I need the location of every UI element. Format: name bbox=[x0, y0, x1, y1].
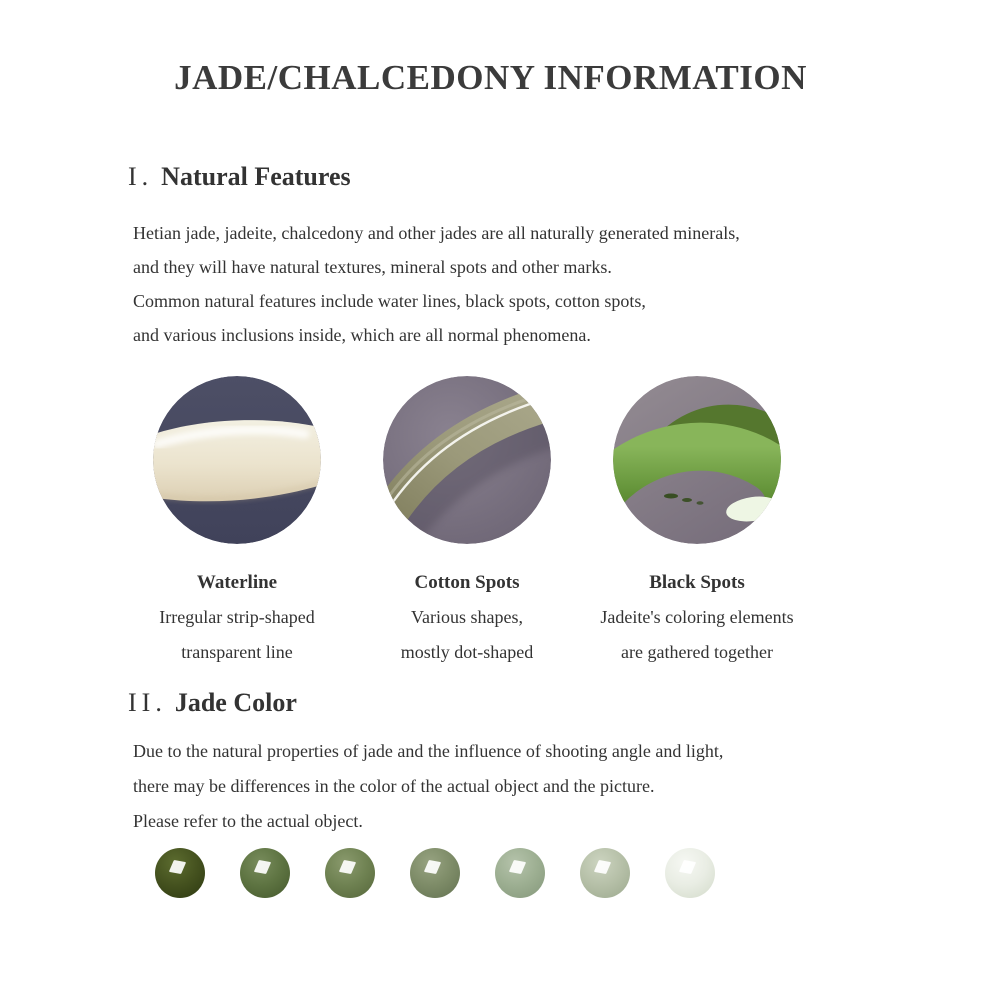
feature-description-line: transparent line bbox=[181, 642, 293, 662]
section-numeral: I. bbox=[128, 162, 154, 191]
bead-highlight bbox=[424, 860, 441, 874]
feature-description-line: Irregular strip-shaped bbox=[159, 607, 315, 627]
paragraph-line: and they will have natural textures, mineral spots and other marks. bbox=[133, 257, 612, 277]
feature-title: Black Spots bbox=[649, 572, 745, 593]
jade-bead-3 bbox=[325, 848, 375, 898]
bead-highlight bbox=[169, 860, 186, 874]
jade-bead-7 bbox=[665, 848, 715, 898]
feature-title: Waterline bbox=[196, 572, 278, 593]
jade-bead-1 bbox=[155, 848, 205, 898]
section-numeral: II. bbox=[128, 688, 167, 717]
cotton-spots-image bbox=[383, 376, 551, 544]
paragraph-line: Hetian jade, jadeite, chalcedony and other jades are all naturally generated minerals, bbox=[133, 223, 740, 243]
natural-features-heading-label: Natural Features bbox=[161, 162, 351, 191]
bead-highlight bbox=[254, 860, 271, 874]
feature-captions bbox=[122, 565, 981, 670]
natural-features-paragraph bbox=[133, 216, 981, 352]
jade-color-heading-label: Jade Color bbox=[174, 688, 297, 717]
jade-color-paragraph bbox=[133, 734, 981, 839]
feature-description-line: mostly dot-shaped bbox=[400, 642, 534, 662]
natural-features-heading bbox=[128, 160, 981, 194]
section-jade-color bbox=[0, 686, 981, 898]
waterline-image bbox=[153, 376, 321, 544]
bead-highlight bbox=[679, 860, 696, 874]
page-title: JADE/CHALCEDONY INFORMATION bbox=[174, 58, 807, 97]
black-spots-image bbox=[613, 376, 781, 544]
feature-caption-waterline bbox=[122, 565, 352, 670]
paragraph-line: there may be differences in the color of the actual object and the picture. bbox=[133, 776, 655, 796]
bead-highlight bbox=[509, 860, 526, 874]
feature-description-line: are gathered together bbox=[621, 642, 773, 662]
feature-description-line: Various shapes, bbox=[411, 607, 523, 627]
jade-bead-5 bbox=[495, 848, 545, 898]
jade-bead-6 bbox=[580, 848, 630, 898]
feature-caption-cotton-spots bbox=[352, 565, 582, 670]
jade-bead-4 bbox=[410, 848, 460, 898]
jade-bead-2 bbox=[240, 848, 290, 898]
jade-color-heading bbox=[128, 686, 981, 720]
feature-photos bbox=[153, 376, 981, 544]
paragraph-line: Common natural features include water lines, black spots, cotton spots, bbox=[133, 291, 646, 311]
paragraph-line: Please refer to the actual object. bbox=[133, 811, 363, 831]
jade-color-beads bbox=[155, 848, 981, 898]
section-natural-features bbox=[0, 160, 981, 670]
feature-description-line: Jadeite's coloring elements bbox=[600, 607, 794, 627]
paragraph-line: Due to the natural properties of jade and the influence of shooting angle and light, bbox=[133, 741, 724, 761]
paragraph-line: and various inclusions inside, which are all normal phenomena. bbox=[133, 325, 591, 345]
feature-title: Cotton Spots bbox=[414, 572, 520, 593]
bead-highlight bbox=[594, 860, 611, 874]
feature-caption-black-spots bbox=[582, 565, 812, 670]
bead-highlight bbox=[339, 860, 356, 874]
